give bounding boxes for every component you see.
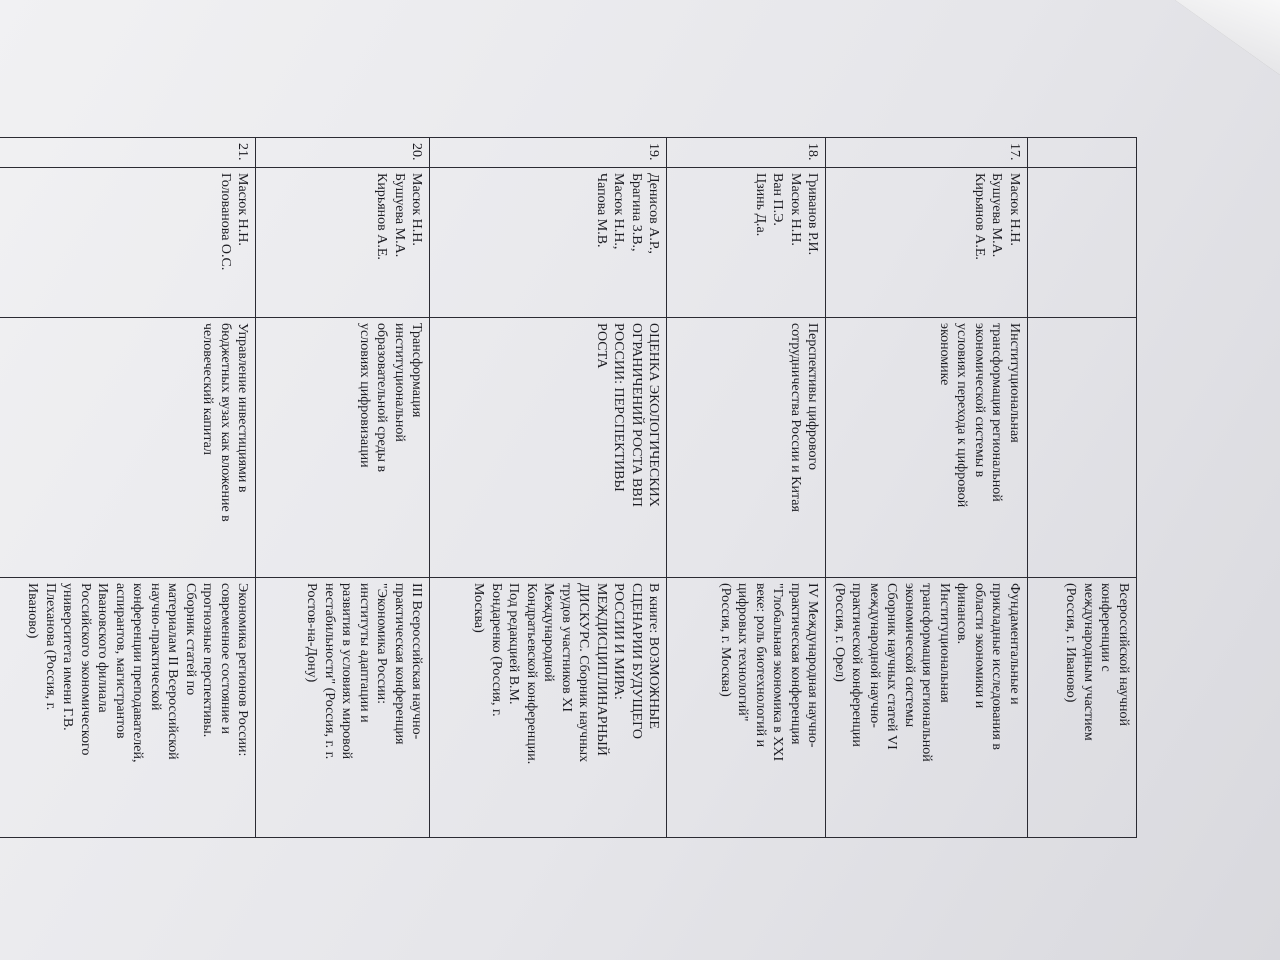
publication-line: институты адаптации и: [357, 583, 372, 723]
publication-line: СЦЕНАРИИ БУДУЩЕГО: [629, 583, 644, 739]
title-line: экономике: [937, 323, 952, 386]
title-line: ОГРАНИЧЕНИЙ РОСТА ВВП: [629, 323, 644, 507]
authors-line: Денисов А.Р.,: [646, 173, 662, 254]
publications-table: [0, 137, 1137, 838]
publication-line: (Россия, г. Иваново): [1063, 583, 1079, 703]
publication-line: Иваново): [25, 583, 41, 639]
row-number: 21.: [0, 138, 256, 168]
publication-line: Ивановского филиала: [95, 583, 111, 713]
title-line: Трансформация: [409, 323, 425, 418]
publication-line: ДИСКУРС. Сборник научных: [576, 583, 592, 763]
publication-cell: [667, 578, 826, 838]
publications-table-body: [0, 138, 1137, 838]
publication-line: Российского экономического: [78, 583, 93, 756]
title-line: условиях цифровизации: [357, 323, 372, 468]
publication-line: Международной: [541, 583, 557, 682]
publication-line: международным участием: [1081, 583, 1096, 741]
authors-cell: [256, 168, 430, 318]
title-line: Институциональная: [1007, 323, 1022, 443]
publication-line: IV Международная научно-: [805, 583, 821, 748]
authors-line: Масюк Н.Н.: [1007, 173, 1022, 246]
title-line: ОЦЕНКА ЭКОЛОГИЧЕСКИХ: [646, 323, 662, 507]
publication-line: университета имени Г.В.: [60, 583, 76, 731]
publication-line: Всероссийской научной: [1116, 583, 1131, 727]
authors-line: Бушуева М.А.: [989, 173, 1005, 258]
publication-line: развития в условиях мировой: [339, 583, 355, 760]
publication-line: Кондратьевской конференции.: [524, 583, 539, 765]
publication-line: (Россия, г. Москва): [718, 583, 733, 697]
authors-line: Брагина З.В.,: [629, 173, 644, 252]
title-line: образовательной среды в: [374, 323, 390, 473]
title-cell: [256, 318, 430, 578]
publication-line: материалам II Всероссийской: [165, 583, 181, 760]
title-line: РОСТА: [594, 323, 609, 369]
publication-line: В книге: ВОЗМОЖНЫЕ: [646, 583, 662, 729]
authors-line: Голованова О.С.: [218, 173, 233, 271]
title-line: институциональной: [392, 323, 407, 442]
publication-line: МЕЖДИСЦИПЛИНАРНЫЙ: [594, 583, 609, 756]
authors-cell: [430, 168, 667, 318]
publication-line: Фундаментальные и: [1007, 583, 1022, 705]
title-cell: [826, 318, 1028, 578]
authors-cell: [0, 168, 256, 318]
row-number: 19.: [430, 138, 667, 168]
publication-line: "Экономика России:: [374, 583, 390, 705]
publication-line: веке: роль биотехнологий и: [753, 583, 768, 748]
publication-line: Сборник статей по: [183, 583, 198, 696]
title-cell: [667, 318, 826, 578]
table-row: [0, 138, 256, 838]
authors-cell: [826, 168, 1028, 318]
row-number: [1028, 138, 1137, 168]
publication-cell: [826, 578, 1028, 838]
publication-line: научно-практической: [148, 583, 163, 711]
publication-line: Бондаренко (Россия, г.: [489, 583, 504, 717]
publication-line: РОССИИ И МИРА:: [611, 583, 627, 700]
table-row: [430, 138, 667, 838]
title-line: сотрудничества России и Китая: [788, 323, 803, 512]
title-line: Управление инвестициями в: [235, 323, 251, 493]
title-cell: [1028, 318, 1137, 578]
publication-line: практическая конференция: [788, 583, 803, 745]
title-line: человеческий капитал: [200, 323, 216, 455]
publication-line: трудов участников XI: [559, 583, 574, 713]
publication-line: Москва): [471, 583, 487, 633]
publication-line: экономической системы: [902, 583, 917, 728]
publication-line: (Россия, г. Орел): [832, 583, 847, 682]
publication-line: Сборник научных статей VI: [884, 583, 900, 750]
publication-line: конференции преподавателей,: [130, 583, 146, 763]
publication-cell: [1028, 578, 1137, 838]
publication-line: трансформация региональной: [919, 583, 935, 762]
table-row: [256, 138, 430, 838]
authors-line: Кирьянов А.Е.: [374, 173, 390, 260]
authors-line: Чапова М.В.: [594, 173, 609, 248]
authors-line: Масюк Н.Н.: [409, 173, 425, 246]
authors-line: Цзинь Д.а.: [753, 173, 768, 237]
publication-line: III Всероссийская научно-: [409, 583, 425, 740]
publication-line: области экономики и: [972, 583, 987, 709]
row-number: 18.: [667, 138, 826, 168]
title-line: РОССИИ: ПЕРСПЕКТИВЫ: [611, 323, 627, 492]
row-number: 20.: [256, 138, 430, 168]
publication-line: современное состояние и: [218, 583, 233, 735]
publication-line: конференции с: [1098, 583, 1114, 672]
title-line: условиях перехода к цифровой: [954, 323, 970, 508]
publication-line: прогнозные перспективы.: [200, 583, 216, 738]
publication-line: международной научно-: [867, 583, 882, 728]
publication-line: Институциональная: [937, 583, 952, 703]
publication-line: цифровых технологий": [735, 583, 751, 722]
publication-line: Плеханова (Россия, г.: [43, 583, 58, 711]
title-cell: [0, 318, 256, 578]
publication-line: Под редакцией В.М.: [506, 583, 522, 705]
publication-line: Экономика регионов России:: [235, 583, 251, 757]
table-row: [826, 138, 1028, 838]
publication-cell: [430, 578, 667, 838]
authors-line: Кирьянов А.Е.: [972, 173, 987, 260]
publication-cell: [256, 578, 430, 838]
publication-line: практическая конференция: [392, 583, 407, 745]
publication-cell: [0, 578, 256, 838]
publication-line: нестабильности" (Россия, г. г.: [322, 583, 337, 760]
authors-line: Гриванов Р.И.: [805, 173, 821, 256]
title-line: трансформация региональной: [989, 323, 1005, 502]
authors-line: Бушуева М.А.: [392, 173, 407, 258]
authors-line: Масюк Н.Н.,: [611, 173, 627, 250]
title-line: экономической системы в: [972, 323, 987, 478]
authors-line: Ван П.Э.: [770, 173, 786, 226]
title-line: Перспективы цифрового: [805, 323, 821, 470]
authors-line: Масюк Н.Н.: [788, 173, 803, 246]
authors-cell: [667, 168, 826, 318]
title-cell: [430, 318, 667, 578]
row-number: 17.: [826, 138, 1028, 168]
publication-line: Ростов-на-Дону): [304, 583, 320, 683]
publication-line: "Глобальная экономика в XXI: [770, 583, 786, 762]
publication-line: прикладные исследования в: [989, 583, 1005, 750]
title-line: бюджетных вузах как вложение в: [218, 323, 233, 522]
authors-cell: [1028, 168, 1137, 318]
publication-line: практической конференции: [849, 583, 865, 747]
table-row: [1028, 138, 1137, 838]
publication-line: финансов.: [954, 583, 970, 645]
table-row: [667, 138, 826, 838]
authors-line: Масюк Н.Н.: [235, 173, 251, 246]
publication-line: аспирантов, магистрантов: [113, 583, 128, 739]
